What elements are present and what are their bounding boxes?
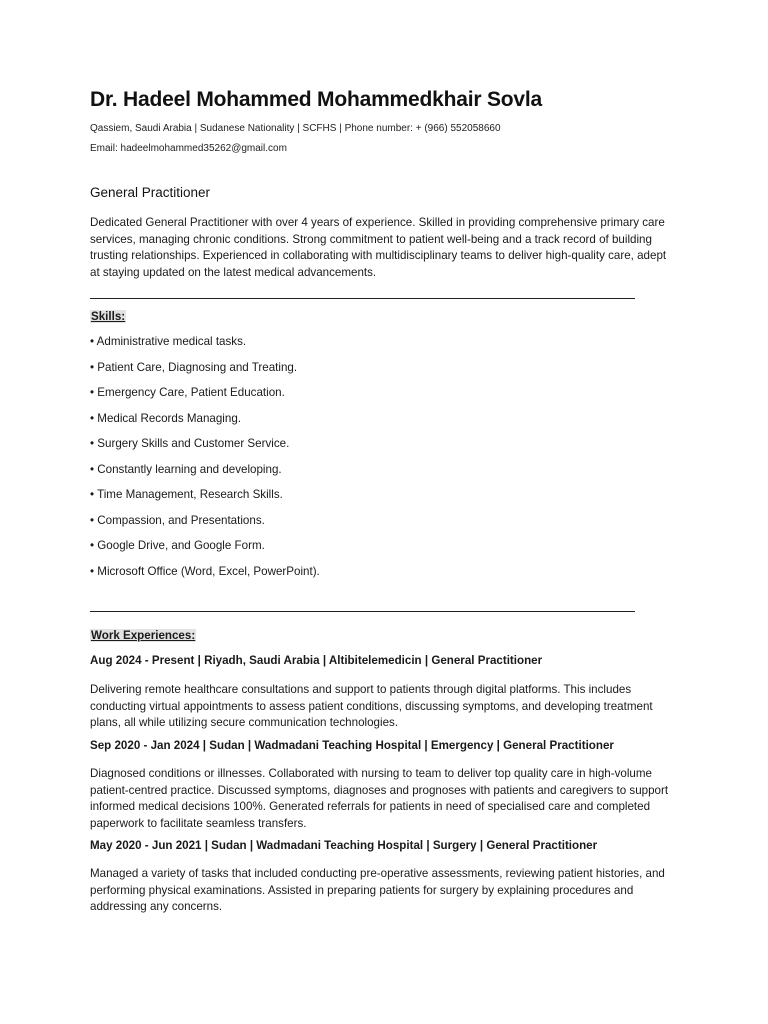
experience-heading: Work Experiences: bbox=[91, 629, 196, 642]
skill-item: • Time Management, Research Skills. bbox=[90, 488, 283, 501]
job-title: Sep 2020 - Jan 2024 | Sudan | Wadmadani Teaching Hospital | Emergency | General Practitioner bbox=[90, 739, 614, 752]
skills-list bbox=[90, 334, 320, 589]
job-description: Managed a variety of tasks that included conducting pre-operative assessments, reviewing patient histories, and performing physical examinations. Assisted in preparing patients for surgery by explaining procedures and addressing any concerns. bbox=[90, 867, 665, 914]
skill-item: • Compassion, and Presentations. bbox=[90, 513, 265, 527]
candidate-name: Dr. Hadeel Mohammed Mohammedkhair Sovla bbox=[90, 88, 542, 111]
contact-line: Qassiem, Saudi Arabia | Sudanese Nationality | SCFHS | Phone number: + (966) 552058660 bbox=[90, 123, 501, 134]
skill-item: • Medical Records Managing. bbox=[90, 411, 241, 425]
skill-item: • Microsoft Office (Word, Excel, PowerPoint). bbox=[90, 564, 320, 578]
email-line: Email: hadeelmohammed35262@gmail.com bbox=[90, 143, 287, 154]
skill-item: • Constantly learning and developing. bbox=[90, 462, 282, 476]
skill-item: • Emergency Care, Patient Education. bbox=[90, 386, 285, 399]
job-title: Aug 2024 - Present | Riyadh, Saudi Arabia | Altibitelemedicin | General Practitioner bbox=[90, 654, 543, 667]
job-description: Diagnosed conditions or illnesses. Collaborated with nursing to team to deliver top quality care in high-volume patient-centred practice. Discussed symptoms, diagnoses and prognoses with patients and caregivers to support informed medical decisions 100%. Generated referrals for patients in need of specialised care and completed paperwork to facilitate seamless transfers. bbox=[90, 767, 669, 831]
job-title: May 2020 - Jun 2021 | Sudan | Wadmadani Teaching Hospital | Surgery | General Practitioner bbox=[90, 839, 598, 852]
profile-title: General Practitioner bbox=[90, 185, 211, 200]
skill-item: • Surgery Skills and Customer Service. bbox=[90, 437, 290, 450]
skills-heading: Skills: bbox=[91, 310, 126, 323]
profile-summary: Dedicated General Practitioner with over 4 years of experience. Skilled in providing comprehensive primary care services, managing chronic conditions. Strong commitment to patient well-being and a track record of building trusting relationships. Experienced in collaborating with multidisciplinary teams to deliver high-quality care, adept at staying updated on the latest medical advancements. bbox=[90, 216, 667, 279]
divider bbox=[90, 298, 635, 299]
divider bbox=[90, 611, 635, 612]
skill-item: • Google Drive, and Google Form. bbox=[90, 539, 265, 552]
job-description: Delivering remote healthcare consultations and support to patients through digital platforms. This includes conducting virtual appointments to assess patient conditions, discussing symptoms, and developing treatment plans, all while utilizing secure communication technologies. bbox=[90, 683, 653, 730]
skill-item: • Patient Care, Diagnosing and Treating. bbox=[90, 360, 298, 374]
skill-item: • Administrative medical tasks. bbox=[90, 335, 247, 348]
